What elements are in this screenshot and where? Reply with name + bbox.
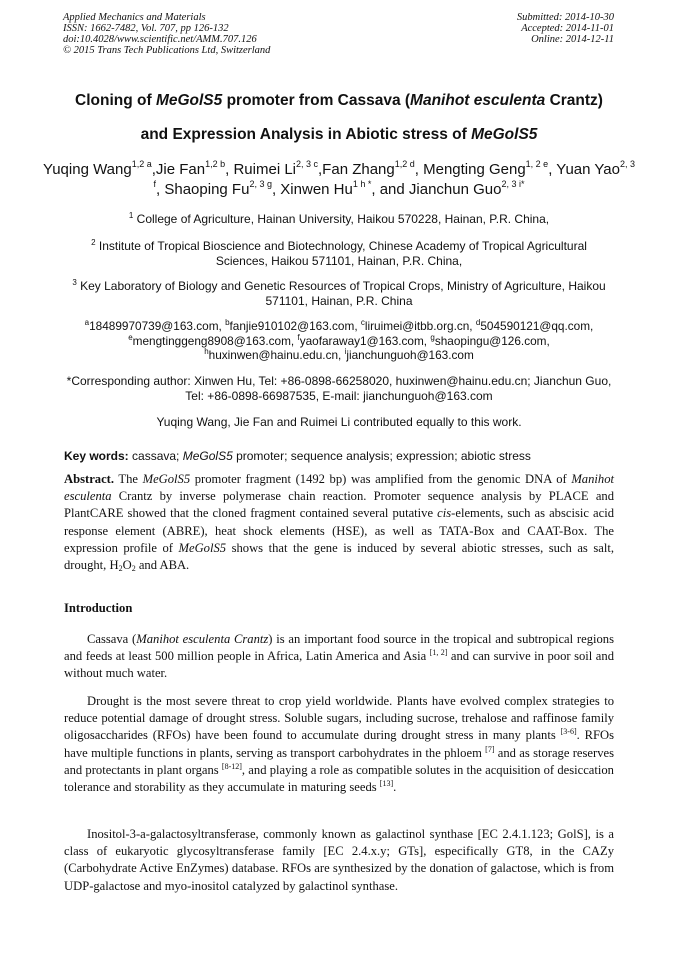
email: $^d$504590121@qq.com, [475,318,594,333]
copyright-line: © 2015 Trans Tech Publications Ltd, Switzerland [63,45,271,56]
abstract: Abstract. The MeGolS5 promoter fragment (1492 bp) was amplified from the genomic DNA of Manihot esculenta Crantz by inverse polymerase chain reaction. Promoter sequence analysis by PLACE and PlantCARE showed that the cloned fragment contained several putative cis-elements, such as abscisic acid response element (ABRE), heat shock elements (HSE), as well as TATA-Box and CAAT-Box. The expression profile of MeGolS5 shows that the gene is induced by several abiotic stresses, such as salt, drought, $H_2O_2$ and ABA. [64,472,614,574]
citation: [13] [379,779,394,789]
affiliation-1: $^1$ College of Agriculture, Hainan University, Haikou 570228, Hainan, P.R. China, [128,211,550,226]
dates-header [517,12,614,45]
email: $^f$yaofaraway1@163.com, [297,332,431,348]
journal-header [63,12,270,56]
affiliation-3: $^3$ Key Laboratory of Biology and Genetic Resources of Tropical Crops, Ministry of Agriculture, Haikou 571101, Hainan, P.R. China [72,278,606,308]
paper-title-line-2: and Expression Analysis in Abiotic stress of MeGolS5 [140,126,538,143]
section-heading-introduction: Introduction [64,601,133,615]
author: , Xinwen $Hu^{1 h *}$ [271,179,372,198]
email: $^g$shaopingu@126.com, [430,332,550,348]
intro-paragraph-2: Drought is the most severe threat to crop yield worldwide. Plants have evolved complex strategies to reduce potential damage of drought stress. Soluble sugars, including sucrose, trehalose and raffinose family oligosaccharides (RFOs) have been found to accumulate during drought stress in many plants [3-6]. RFOs have multiple functions in plants, serving as transport carbohydrates in the phloem [7] and as storage reserves and protectants in plant organs [8-12], and playing a role as compatible solutes in the acquisition of desiccation tolerance and storability as they accumulate in maturing seeds [13]. [64,694,614,795]
email-list [60,319,618,363]
corresponding-author: *Corresponding author: Xinwen Hu, Tel: +86-0898-66258020, huxinwen@hainu.edu.cn; Jianchun Guo, Tel: +86-0898-66987535, E-mail: jianchunguoh@163.com [66,374,612,403]
author: , and Jianchun Guo$^{2, 3 i*}$ [371,179,525,198]
author: , Shaoping $Fu^{2, 3 g}$ [156,179,272,198]
email: $^i$jianchunguoh@163.com [344,347,474,362]
affiliation-2: $^2$ Institute of Tropical Bioscience and Biotechnology, Chinese Academy of Tropical Agricultural Sciences, Haikou 571101, Hainan, P.R. China, [91,238,587,268]
submitted-date: Submitted: 2014-10-30 [516,12,614,23]
citation: [3-6] [560,727,577,737]
intro-paragraph-3: Inositol-3-a-galactosyltransferase, commonly known as galactinol synthase [EC 2.4.1.123; GolS], is a class of eukaryotic glycosyltransferase family [EC 2.4.x.y; GTs], especifically GT8, in the CAZy (Carbohydrate Active EnZymes) database. RFOs are synthesized by the donation of galactose, which is from UDP-galactose and myo-inositol catalyzed by galactinol synthase. [64,827,614,893]
author: Yuqing Wang$^{1,2 a}$ [43,159,152,178]
author: , Yuan Yao$^{2, 3 f}$ [153,159,635,189]
author: , Mengting Geng$^{1, 2 e}$ [414,159,549,178]
author: , Ruimei $Li^{2, 3 c}$ [225,159,319,178]
citation: [1, 2] [429,648,448,658]
email: $^c$liruimei@itbb.org.cn, [360,318,476,333]
doi-line: doi:10.4028/www.scientific.net/AMM.707.126 [63,34,257,45]
intro-paragraph-1: Cassava (Manihot esculenta Crantz) is an important food source in the tropical and subtropical regions and feeds at least 500 million people in Africa, Latin America and Asia [1, 2] and can survive in poor soil and without much water. [64,632,614,681]
citation: [8-12] [221,761,242,771]
email: $^h$huxinwen@hainu.edu.cn, [204,347,345,362]
equal-contribution-note: Yuqing Wang, Jie Fan and Ruimei Li contributed equally to this work. [156,415,522,429]
journal-name: Applied Mechanics and Materials [63,12,206,23]
citation: [7] [485,744,495,754]
author-list [40,160,638,200]
accepted-date: Accepted: 2014-11-01 [521,23,614,34]
author: ,Fan Zhang$^{1,2 d}$ [318,159,415,178]
email: $^b$fanjie910102@163.com, [225,318,361,333]
issn-line: ISSN: 1662-7482, Vol. 707, pp 126-132 [63,23,229,34]
email: $^e$mengtinggeng8908@163.com, [128,332,298,348]
email: $^a$18489970739@163.com, [84,318,226,333]
author: ,Jie Fan$^{1,2 b}$ [151,159,226,178]
paper-title-line-1: Cloning of MeGolS5 promoter from Cassava (Manihot esculenta Crantz) [75,92,603,109]
online-date: Online: 2014-12-11 [531,34,614,45]
keywords: Key words: cassava; MeGolS5 promoter; sequence analysis; expression; abiotic stress [64,449,531,463]
